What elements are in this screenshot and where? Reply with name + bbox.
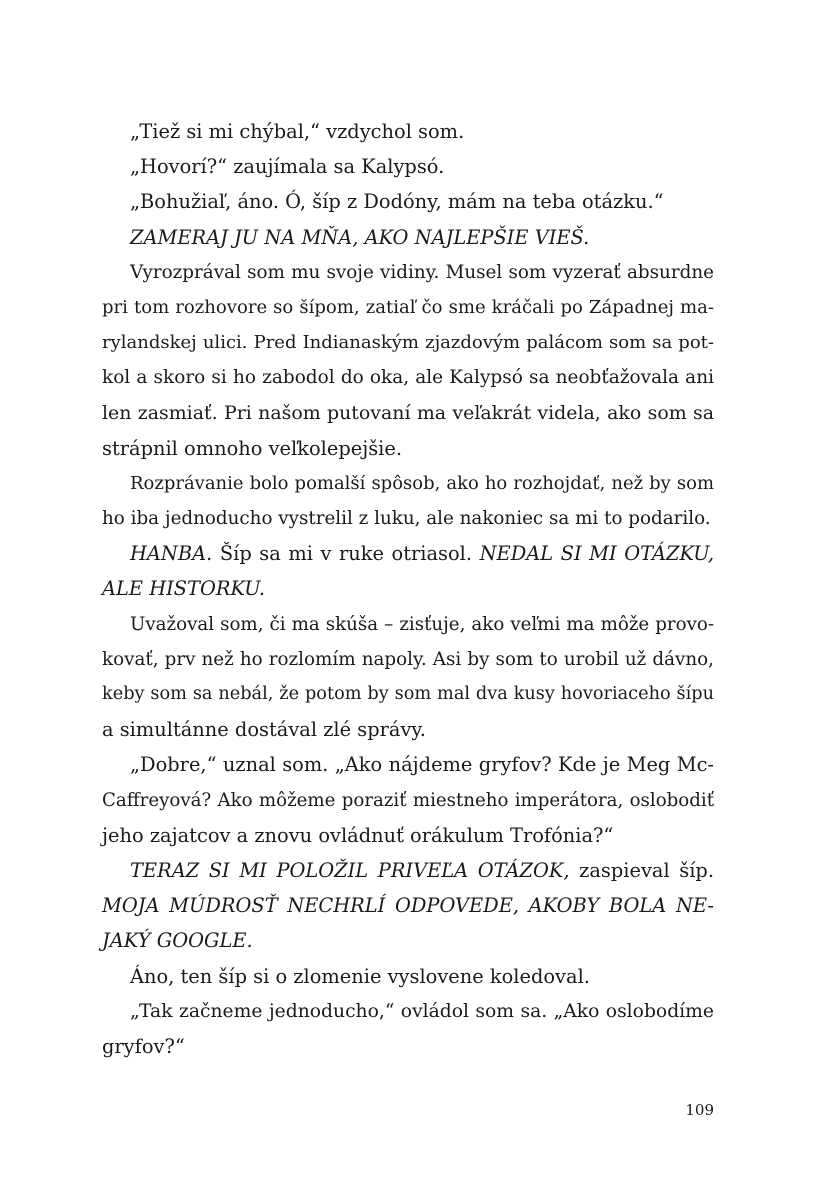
text-line: pri tom rozhovore so šípom, zatiaľ čo sme kráčali po Západnej ma-: [102, 296, 714, 318]
text-line: JAKÝ GOOGLE.: [102, 929, 253, 953]
text-line: jeho zajatcov a znovu ovládnuť orákulum Trofónia?“: [102, 823, 614, 847]
text-line: Áno, ten šíp si o zlomenie vyslovene koledoval.: [130, 964, 590, 988]
text-line: MOJA MÚDROSŤ NECHRLÍ ODPOVEDE, AKOBY BOLA NE-: [102, 894, 714, 918]
text-line: „Bohužiaľ, áno. Ó, šíp z Dodóny, mám na teba otázku.“: [130, 190, 664, 214]
text-line: keby som sa nebál, že potom by som mal dva kusy hovoriaceho šípu: [102, 684, 714, 704]
text-line: „Tak začneme jednoducho,“ ovládol som sa. „Ako oslobodíme: [130, 1000, 714, 1022]
text-line: strápnil omnoho veľkolepejšie.: [102, 436, 403, 460]
text-line: HANBA. Šíp sa mi v ruke otriasol. NEDAL SI MI OTÁZKU,: [130, 542, 714, 566]
text-line: rylandskej ulici. Pred Indianaským zjazdovým palácom som sa pot-: [102, 332, 714, 354]
text-line: len zasmiať. Pri našom putovaní ma veľakrát videla, ako som sa: [102, 401, 714, 424]
text-line: ZAMERAJ JU NA MŇA, AKO NAJLEPŠIE VIEŠ.: [130, 225, 590, 249]
text-line: „Dobre,“ uznal som. „Ako nájdeme gryfov? Kde je Meg Mc-: [130, 753, 714, 777]
page-number: 109: [685, 1101, 714, 1119]
text-line: Rozprávanie bolo pomalší spôsob, ako ho rozhojdať, než by som: [130, 472, 714, 494]
text-line: „Hovorí?“ zaujímala sa Kalypsó.: [130, 155, 445, 179]
body-text: [102, 114, 714, 1064]
text-line: kol a skoro si ho zabodol do oka, ale Kalypsó sa neobťažovala ani: [102, 367, 714, 389]
text-line: Uvažoval som, či ma skúša – zisťuje, ako veľmi ma môže provo-: [130, 613, 714, 635]
text-line: a simultánne dostával zlé správy.: [102, 718, 426, 742]
text-line: Vyrozprával som mu svoje vidiny. Musel som vyzerať absurdne: [130, 261, 714, 283]
text-line: ALE HISTORKU.: [102, 577, 266, 601]
text-line: gryfov?“: [102, 1034, 185, 1058]
text-line: ho iba jednoducho vystrelil z luku, ale nakoniec sa mi to podarilo.: [102, 508, 711, 530]
text-line: Caffreyová? Ako môžeme poraziť miestneho imperátora, oslobodiť: [102, 789, 714, 811]
text-line: „Tiež si mi chýbal,“ vzdychol som.: [130, 120, 465, 143]
text-line: kovať, prv než ho rozlomím napoly. Asi by som to urobil už dávno,: [102, 648, 714, 670]
text-line: TERAZ SI MI POLOŽIL PRIVEĽA OTÁZOK, zaspieval šíp.: [130, 858, 714, 882]
